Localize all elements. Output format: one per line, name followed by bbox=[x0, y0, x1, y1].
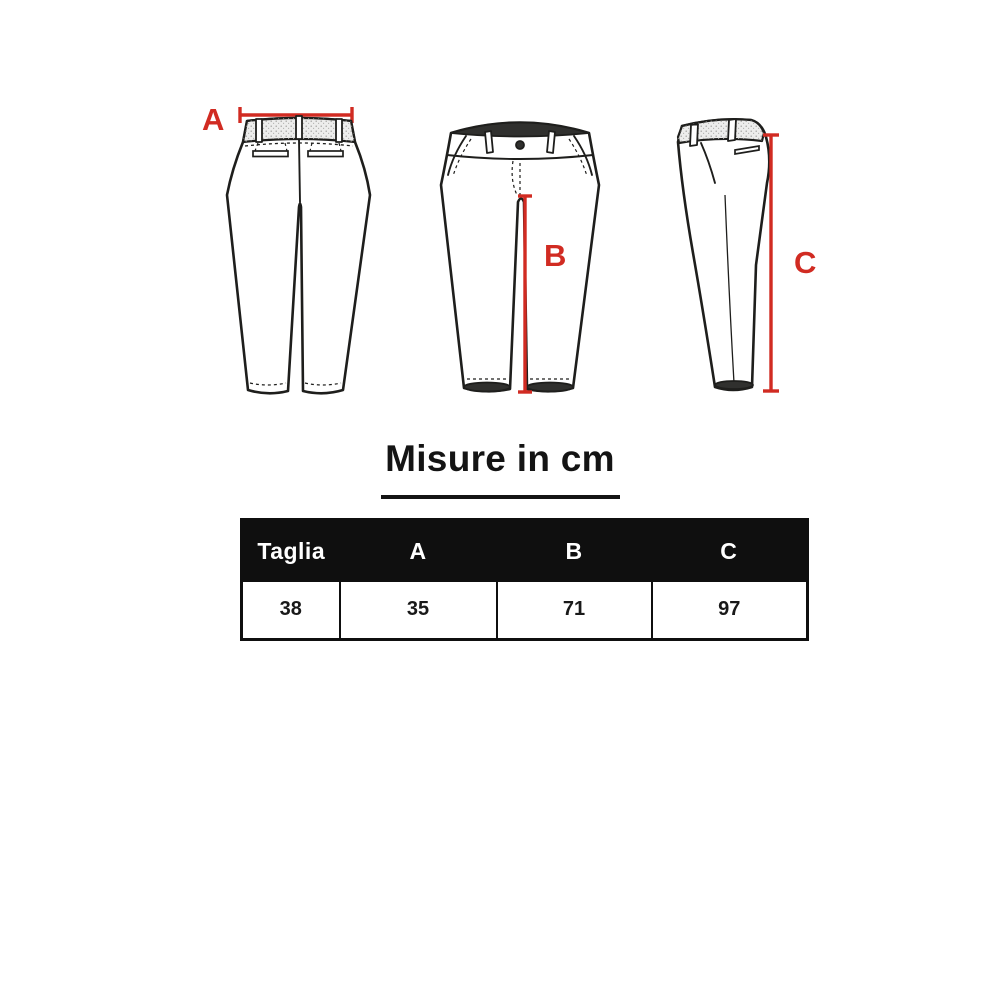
table-row bbox=[242, 582, 808, 640]
pants-back-view-illustration bbox=[200, 95, 375, 405]
pants-side-outline bbox=[678, 119, 769, 390]
measurement-label-b: B bbox=[544, 238, 567, 273]
hem-opening bbox=[715, 381, 753, 389]
measurement-label-c: C bbox=[794, 245, 817, 280]
back-pocket-right bbox=[308, 151, 343, 157]
belt-loop bbox=[336, 119, 342, 142]
size-table-header-a: A bbox=[340, 520, 497, 582]
size-table-cell-a: 35 bbox=[340, 582, 497, 640]
size-table-cell-taglia: 38 bbox=[242, 582, 340, 640]
pants-side-view-illustration bbox=[665, 95, 815, 405]
hem-opening bbox=[527, 383, 573, 392]
hem-opening bbox=[464, 383, 510, 392]
size-table-wrap bbox=[240, 518, 806, 641]
belt-loop bbox=[547, 131, 555, 153]
size-table-header-row bbox=[242, 520, 808, 582]
size-table-header-b: B bbox=[497, 520, 652, 582]
waist-button bbox=[516, 141, 524, 149]
belt-loop bbox=[256, 119, 262, 142]
belt-loop bbox=[690, 124, 698, 146]
page-title: Misure in cm bbox=[385, 438, 615, 479]
belt-loop bbox=[728, 119, 736, 141]
title-underline bbox=[381, 495, 620, 499]
waistband-inner-dark bbox=[451, 123, 589, 137]
pants-front-outline bbox=[441, 123, 599, 392]
back-pocket-left bbox=[253, 151, 288, 157]
size-table-cell-b: 71 bbox=[497, 582, 652, 640]
measurement-label-a: A bbox=[202, 102, 225, 137]
belt-loop bbox=[296, 116, 302, 139]
pants-front-view-illustration bbox=[435, 95, 615, 405]
size-table-cell-c: 97 bbox=[652, 582, 808, 640]
size-table-header-c: C bbox=[652, 520, 808, 582]
belt-loop bbox=[485, 131, 493, 153]
size-table-header-taglia: Taglia bbox=[242, 520, 340, 582]
pants-back-outline bbox=[227, 116, 370, 393]
size-table bbox=[240, 518, 809, 641]
